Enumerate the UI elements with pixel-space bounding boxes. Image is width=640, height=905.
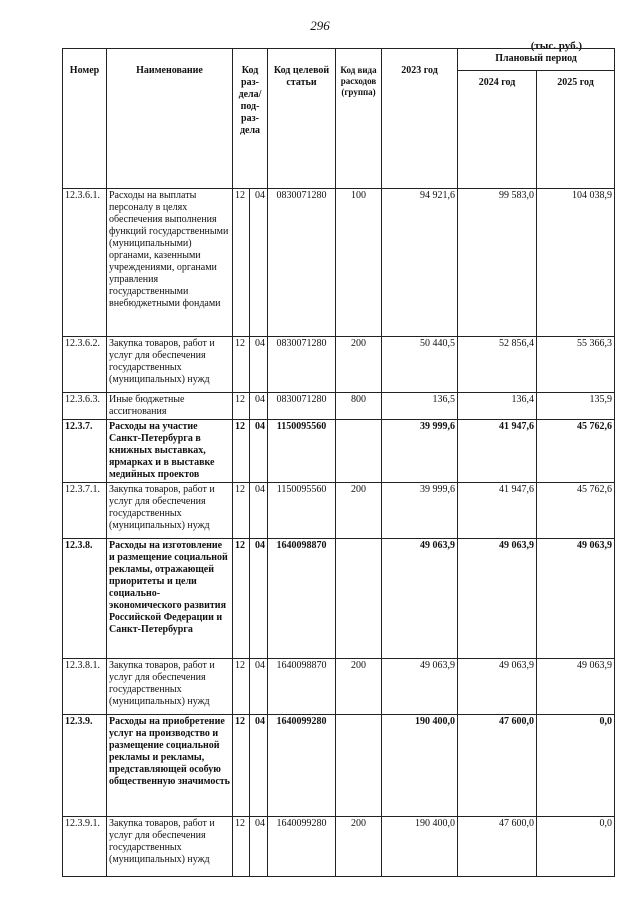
row-value-2024: 41 947,6: [458, 483, 537, 539]
header-planned: Плановый период: [458, 49, 615, 71]
row-number: 12.3.9.1.: [63, 817, 107, 877]
row-value-2025: 49 063,9: [537, 539, 615, 659]
row-target-code: 0830071280: [268, 189, 336, 337]
row-value-2023: 49 063,9: [382, 659, 458, 715]
row-expense-type: 200: [336, 483, 382, 539]
row-value-2024: 47 600,0: [458, 715, 537, 817]
header-2024: 2024 год: [458, 71, 537, 189]
table-row: [63, 715, 615, 817]
header-2025: 2025 год: [537, 71, 615, 189]
row-target-code: 0830071280: [268, 393, 336, 420]
budget-table: [62, 48, 615, 877]
table-row: [63, 659, 615, 715]
row-section: 12: [233, 420, 250, 483]
row-name: Закупка товаров, работ и услуг для обеспечения государственных (муниципальных) нужд: [107, 817, 233, 877]
row-section: 12: [233, 659, 250, 715]
row-target-code: 1640099280: [268, 715, 336, 817]
header-target: Код целевой статьи: [268, 49, 336, 189]
table-row: [63, 817, 615, 877]
row-name: Расходы на приобретение услуг на производство и размещение социальной рекламы и рекламы, представляющей особую общественную значимость: [107, 715, 233, 817]
row-value-2024: 99 583,0: [458, 189, 537, 337]
row-value-2024: 41 947,6: [458, 420, 537, 483]
row-subsection: 04: [250, 189, 268, 337]
table-row: [63, 189, 615, 337]
row-expense-type: 200: [336, 337, 382, 393]
row-value-2024: 49 063,9: [458, 659, 537, 715]
header-name: Наименование: [107, 49, 233, 189]
header-expense-type: Код вида расходов (группа): [336, 49, 382, 189]
row-target-code: 1150095560: [268, 483, 336, 539]
row-value-2023: 136,5: [382, 393, 458, 420]
row-value-2025: 49 063,9: [537, 659, 615, 715]
row-number: 12.3.8.1.: [63, 659, 107, 715]
row-number: 12.3.6.3.: [63, 393, 107, 420]
row-value-2023: 190 400,0: [382, 715, 458, 817]
header-number: Номер: [63, 49, 107, 189]
units-label: (тыс. руб.): [530, 40, 582, 52]
row-value-2023: 39 999,6: [382, 483, 458, 539]
row-value-2024: 52 856,4: [458, 337, 537, 393]
table-row: [63, 420, 615, 483]
row-number: 12.3.9.: [63, 715, 107, 817]
row-number: 12.3.7.1.: [63, 483, 107, 539]
row-section: 12: [233, 817, 250, 877]
row-target-code: 1640098870: [268, 659, 336, 715]
row-number: 12.3.6.2.: [63, 337, 107, 393]
row-subsection: 04: [250, 483, 268, 539]
row-subsection: 04: [250, 659, 268, 715]
row-name: Закупка товаров, работ и услуг для обеспечения государственных (муниципальных) нужд: [107, 337, 233, 393]
row-name: Расходы на участие Санкт-Петербурга в книжных выставках, ярмарках и в выставке медийных проектов: [107, 420, 233, 483]
row-section: 12: [233, 393, 250, 420]
row-value-2025: 0,0: [537, 715, 615, 817]
header-section: Код раз-дела/ под-раз-дела: [233, 49, 268, 189]
row-expense-type: [336, 715, 382, 817]
row-subsection: 04: [250, 539, 268, 659]
table-row: [63, 539, 615, 659]
row-value-2023: 50 440,5: [382, 337, 458, 393]
row-target-code: 1640098870: [268, 539, 336, 659]
row-expense-type: 200: [336, 659, 382, 715]
table-row: [63, 483, 615, 539]
row-expense-type: 800: [336, 393, 382, 420]
row-number: 12.3.7.: [63, 420, 107, 483]
table-row: [63, 393, 615, 420]
header-2023: 2023 год: [382, 49, 458, 189]
row-subsection: 04: [250, 393, 268, 420]
row-value-2025: 55 366,3: [537, 337, 615, 393]
row-name: Иные бюджетные ассигнования: [107, 393, 233, 420]
row-section: 12: [233, 539, 250, 659]
row-target-code: 0830071280: [268, 337, 336, 393]
row-name: Расходы на изготовление и размещение социальной рекламы, отражающей приоритеты и цели социально-экономического развития Российской Федерации и Санкт-Петербурга: [107, 539, 233, 659]
row-subsection: 04: [250, 420, 268, 483]
row-expense-type: [336, 539, 382, 659]
row-value-2023: 39 999,6: [382, 420, 458, 483]
row-number: 12.3.6.1.: [63, 189, 107, 337]
row-section: 12: [233, 715, 250, 817]
row-value-2024: 49 063,9: [458, 539, 537, 659]
row-value-2025: 45 762,6: [537, 483, 615, 539]
row-name: Расходы на выплаты персоналу в целях обеспечения выполнения функций государственными (муниципальными) органами, казенными учреждениями, органами управления государственными внебюджетными фондами: [107, 189, 233, 337]
row-value-2025: 0,0: [537, 817, 615, 877]
row-value-2023: 190 400,0: [382, 817, 458, 877]
row-subsection: 04: [250, 817, 268, 877]
row-expense-type: 100: [336, 189, 382, 337]
row-value-2025: 104 038,9: [537, 189, 615, 337]
row-name: Закупка товаров, работ и услуг для обеспечения государственных (муниципальных) нужд: [107, 483, 233, 539]
row-value-2024: 47 600,0: [458, 817, 537, 877]
row-section: 12: [233, 483, 250, 539]
row-section: 12: [233, 337, 250, 393]
row-subsection: 04: [250, 715, 268, 817]
row-value-2025: 45 762,6: [537, 420, 615, 483]
row-number: 12.3.8.: [63, 539, 107, 659]
row-expense-type: [336, 420, 382, 483]
row-value-2024: 136,4: [458, 393, 537, 420]
page-number: 296: [310, 18, 330, 33]
row-name: Закупка товаров, работ и услуг для обеспечения государственных (муниципальных) нужд: [107, 659, 233, 715]
row-expense-type: 200: [336, 817, 382, 877]
row-value-2025: 135,9: [537, 393, 615, 420]
row-value-2023: 49 063,9: [382, 539, 458, 659]
row-section: 12: [233, 189, 250, 337]
table-row: [63, 337, 615, 393]
row-subsection: 04: [250, 337, 268, 393]
row-value-2023: 94 921,6: [382, 189, 458, 337]
row-target-code: 1640099280: [268, 817, 336, 877]
row-target-code: 1150095560: [268, 420, 336, 483]
